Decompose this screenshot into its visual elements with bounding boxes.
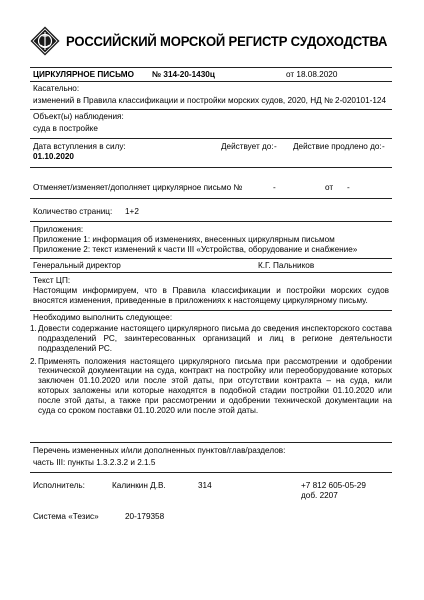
letter-type: ЦИРКУЛЯРНОЕ ПИСЬМО <box>33 70 134 79</box>
list-item-text: Довести содержание настоящего циркулярного письма до сведения инспекторского состава подразделений РС, заинтересованных организаций и лиц в регионе деятельности подразделений РС. <box>38 324 392 353</box>
extended-value: - <box>382 142 385 151</box>
list-item-number: 2. <box>30 356 37 366</box>
system-number: 20-179358 <box>125 512 165 521</box>
divider <box>30 221 392 222</box>
subject-value: изменений в Правила классификации и постройки морских судов, 2020, НД № 2-020101-124 <box>33 96 387 105</box>
cancels-number: - <box>273 183 276 192</box>
pages-label: Количество страниц: <box>33 207 113 216</box>
changes-value: часть III: пункты 1.3.2.3.2 и 2.1.5 <box>33 458 156 467</box>
requirements-list <box>30 324 392 419</box>
executor-label: Исполнитель: <box>33 481 85 490</box>
cancels-label: Отменяет/изменяет/дополняет циркулярное письмо № <box>33 183 243 192</box>
system-label: Система «Тезис» <box>33 512 99 521</box>
objects-label: Объект(ы) наблюдения: <box>33 112 124 121</box>
appendices-label: Приложения: <box>33 225 84 234</box>
effective-date-value: 01.10.2020 <box>33 152 74 161</box>
letter-date: от 18.08.2020 <box>286 70 338 79</box>
executor-phone: +7 812 605-05-29 <box>301 481 366 490</box>
divider <box>30 310 392 311</box>
effective-date-label: Дата вступления в силу: <box>33 142 126 151</box>
changes-label: Перечень измененных и/или дополненных пунктов/глав/разделов: <box>33 446 286 455</box>
executor-ext: доб. 2207 <box>301 491 338 500</box>
body-label: Текст ЦП: <box>33 276 71 285</box>
signatory-position: Генеральный директор <box>33 261 121 270</box>
signatory-name: К.Г. Пальников <box>258 261 315 270</box>
list-item <box>30 357 392 416</box>
pages-value: 1+2 <box>125 207 139 216</box>
organization-name: РОССИЙСКИЙ МОРСКОЙ РЕГИСТР СУДОХОДСТВА <box>66 34 388 50</box>
cancels-from-value: - <box>347 183 350 192</box>
subject-label: Касательно: <box>33 84 80 93</box>
appendix-item: Приложение 2: текст изменений к части III «Устройства, оборудование и снабжение» <box>33 245 358 254</box>
body-text: Настоящим информируем, что в Правила классификации и постройки морских судов вносятся изменения, приведенные в приложениях к настоящему циркулярному письму. <box>33 286 389 305</box>
list-item <box>30 324 392 354</box>
divider <box>30 138 392 139</box>
extended-label: Действие продлено до: <box>293 142 382 151</box>
cancels-from-label: от <box>325 183 334 192</box>
list-item-number: 1. <box>30 324 37 333</box>
divider <box>30 258 392 259</box>
divider <box>30 109 392 110</box>
rs-register-emblem-icon <box>30 26 60 56</box>
requirements-label: Необходимо выполнить следующее: <box>33 313 173 322</box>
executor-name: Калинкин Д.В. <box>112 481 166 490</box>
executor-code: 314 <box>198 481 212 490</box>
valid-until-label: Действует до: <box>221 142 274 151</box>
divider <box>30 442 392 443</box>
divider <box>30 81 392 82</box>
divider <box>30 272 392 273</box>
valid-until-value: - <box>274 142 277 151</box>
divider <box>30 67 392 68</box>
divider <box>30 167 392 168</box>
letter-number: № 314-20-1430ц <box>152 70 215 79</box>
appendix-item: Приложение 1: информация об изменениях, внесенных циркулярным письмом <box>33 235 335 244</box>
divider <box>30 472 392 473</box>
objects-value: суда в постройке <box>33 124 98 133</box>
list-item-text: Применять положения настоящего циркулярного письма при рассмотрении и одобрении технической документации на суда, контракт на постройку или переоборудование которых заключен 01.10.2020 или после этой даты, при отсутствии контракта – на суда, кили которых заложены или которые находятся в подобной стадии постройки 01.10.2020 или после этой даты, а также при рассмотрении и одобрении технической документации на суда со сроком поставки 01.10.2020 или после этой даты. <box>38 356 392 415</box>
divider <box>30 198 392 199</box>
